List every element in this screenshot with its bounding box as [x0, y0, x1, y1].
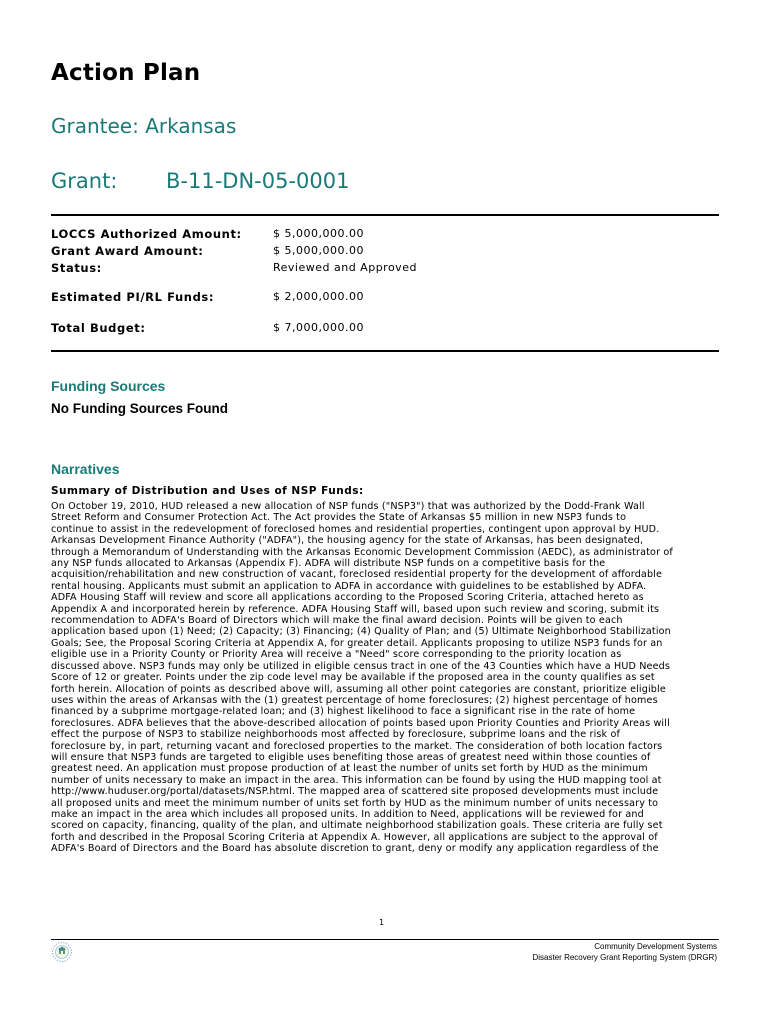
- funding-sources-heading: Funding Sources: [51, 378, 166, 394]
- total-budget-value: $ 7,000,000.00: [273, 321, 364, 334]
- narrative-line: ADFA's Board of Directors and the Board has absolute discretion to grant, deny or modify any application regardless of the: [51, 843, 659, 855]
- pirl-funds-value: $ 2,000,000.00: [273, 290, 364, 303]
- narrative-line: Score of 12 or greater. Points under the zip code level may be available if the proposed area in the county qualifies as set: [51, 672, 655, 684]
- grant-number: B-11-DN-05-0001: [166, 169, 350, 193]
- narrative-line: application based upon (1) Need; (2) Capacity; (3) Financing; (4) Quality of Plan; and (5) Ultimate Neighborhood Stabilization: [51, 626, 671, 638]
- narrative-line: rental housing. Applicants must submit an application to ADFA in accordance with guidelines to be established by ADFA.: [51, 580, 647, 592]
- summary-title: Summary of Distribution and Uses of NSP Funds:: [51, 485, 364, 497]
- status-label: Status:: [51, 261, 102, 275]
- narrative-line: financed by a subprime mortgage-related loan; and (3) highest likelihood to face a significant rise in the rate of home: [51, 706, 636, 718]
- page-title: Action Plan: [51, 60, 201, 86]
- status-value: Reviewed and Approved: [273, 261, 417, 274]
- narrative-line: forth and described in the Proposal Scoring Criteria at Appendix A. However, all applications are subject to the approval of: [51, 831, 658, 843]
- narrative-line: foreclosures. ADFA believes that the above-described allocation of points based upon Priority Counties and Priority Areas will: [51, 717, 670, 729]
- narrative-line: number of units necessary to make an impact in the area. This information can be found by using the HUD mapping tool at: [51, 774, 662, 786]
- narrative-line: through a Memorandum of Understanding with the Arkansas Economic Development Commission (AEDC), as administrator of: [51, 546, 673, 558]
- hud-seal-icon: [51, 941, 73, 963]
- narrative-line: continue to assist in the redevelopment of foreclosed homes and residential properties, contingent upon approval by HUD.: [51, 523, 660, 535]
- narrative-line: all proposed units and meet the minimum number of units set forth by HUD as the minimum number of units necessary to: [51, 797, 659, 809]
- grantee-heading: Grantee: Arkansas: [51, 114, 237, 138]
- narrative-line: will ensure that NSP3 funds are targeted to eligible uses benefiting those areas of greatest need within those counties of: [51, 751, 651, 763]
- narrative-line: http://www.huduser.org/portal/datasets/NSP.html. The mapped area of scattered site proposed developments must include: [51, 786, 659, 798]
- total-budget-label: Total Budget:: [51, 321, 146, 335]
- divider-bottom: [51, 350, 719, 352]
- grant-award-label: Grant Award Amount:: [51, 244, 204, 258]
- narrative-line: recommendation to ADFA's Board of Directors which will make the final award decision. Points will be given to each: [51, 615, 623, 627]
- narratives-heading: Narratives: [51, 461, 120, 477]
- loccs-amount-label: LOCCS Authorized Amount:: [51, 227, 242, 241]
- narrative-line: Street Reform and Consumer Protection Act. The Act provides the State of Arkansas $5 million in new NSP3 funds to: [51, 512, 627, 524]
- no-funding-message: No Funding Sources Found: [51, 401, 228, 416]
- page-number: 1: [379, 918, 385, 927]
- narrative-line: discussed above. NSP3 funds may only be utilized in eligible census tract in one of the 43 Counties which have a HUD Needs: [51, 660, 671, 672]
- grant-label: Grant:: [51, 169, 118, 193]
- pirl-funds-label: Estimated PI/RL Funds:: [51, 290, 215, 304]
- narrative-line: effect the purpose of NSP3 to stabilize neighborhoods most affected by foreclosure, subprime loans and the risk of: [51, 729, 620, 741]
- footer-system-subtitle: Disaster Recovery Grant Reporting System (DRGR): [532, 953, 717, 962]
- narrative-body: [51, 501, 711, 855]
- narrative-line: any NSP funds allocated to Arkansas (Appendix F). ADFA will distribute NSP funds on a competitive basis for the: [51, 558, 606, 570]
- narrative-line: Goals; See, the Proposal Scoring Criteria at Appendix A, for greater detail. Applicants proposing to utilize NSP3 funds for an: [51, 637, 663, 649]
- footer-system-name: Community Development Systems: [594, 942, 717, 951]
- narrative-line: Appendix A and incorporated herein by reference. ADFA Housing Staff will, based upon such review and scoring, submit its: [51, 603, 660, 615]
- narrative-line: Arkansas Development Finance Authority ("ADFA"), the housing agency for the state of Arkansas, has been designated,: [51, 535, 644, 547]
- narrative-line: scored on capacity, financing, quality of the plan, and ultimate neighborhood stabilization goals. These criteria are fully set: [51, 820, 663, 832]
- narrative-line: eligible use in a Priority County or Priority Area will receive a "Need" score corresponding to the priority location as: [51, 649, 622, 661]
- divider-top: [51, 214, 719, 216]
- grant-award-value: $ 5,000,000.00: [273, 244, 364, 257]
- narrative-line: forth herein. Allocation of points as described above will, assuming all other point categories are constant, prioritize eligible: [51, 683, 666, 695]
- loccs-amount-value: $ 5,000,000.00: [273, 227, 364, 240]
- narrative-line: ADFA Housing Staff will review and score all applications according to the Proposed Scoring Criteria, attached hereto as: [51, 592, 644, 604]
- narrative-line: greatest need. An application must propose production of at least the number of units set forth by HUD as the minimum: [51, 763, 648, 775]
- narrative-line: foreclosure by, in part, returning vacant and foreclosed properties to the market. The consideration of both location factors: [51, 740, 663, 752]
- narrative-line: make an impact in the area which includes all proposed units. In addition to Need, applications will be reviewed for and: [51, 808, 644, 820]
- narrative-line: acquisition/rehabilitation and new construction of vacant, foreclosed residential property for the development of affordable: [51, 569, 663, 581]
- narrative-line: uses within the areas of Arkansas with the (1) greatest percentage of home foreclosures; (2) highest percentage of homes: [51, 694, 658, 706]
- narrative-line: On October 19, 2010, HUD released a new allocation of NSP funds ("NSP3") that was authorized by the Dodd-Frank Wall: [51, 501, 645, 512]
- footer-divider: [51, 939, 719, 940]
